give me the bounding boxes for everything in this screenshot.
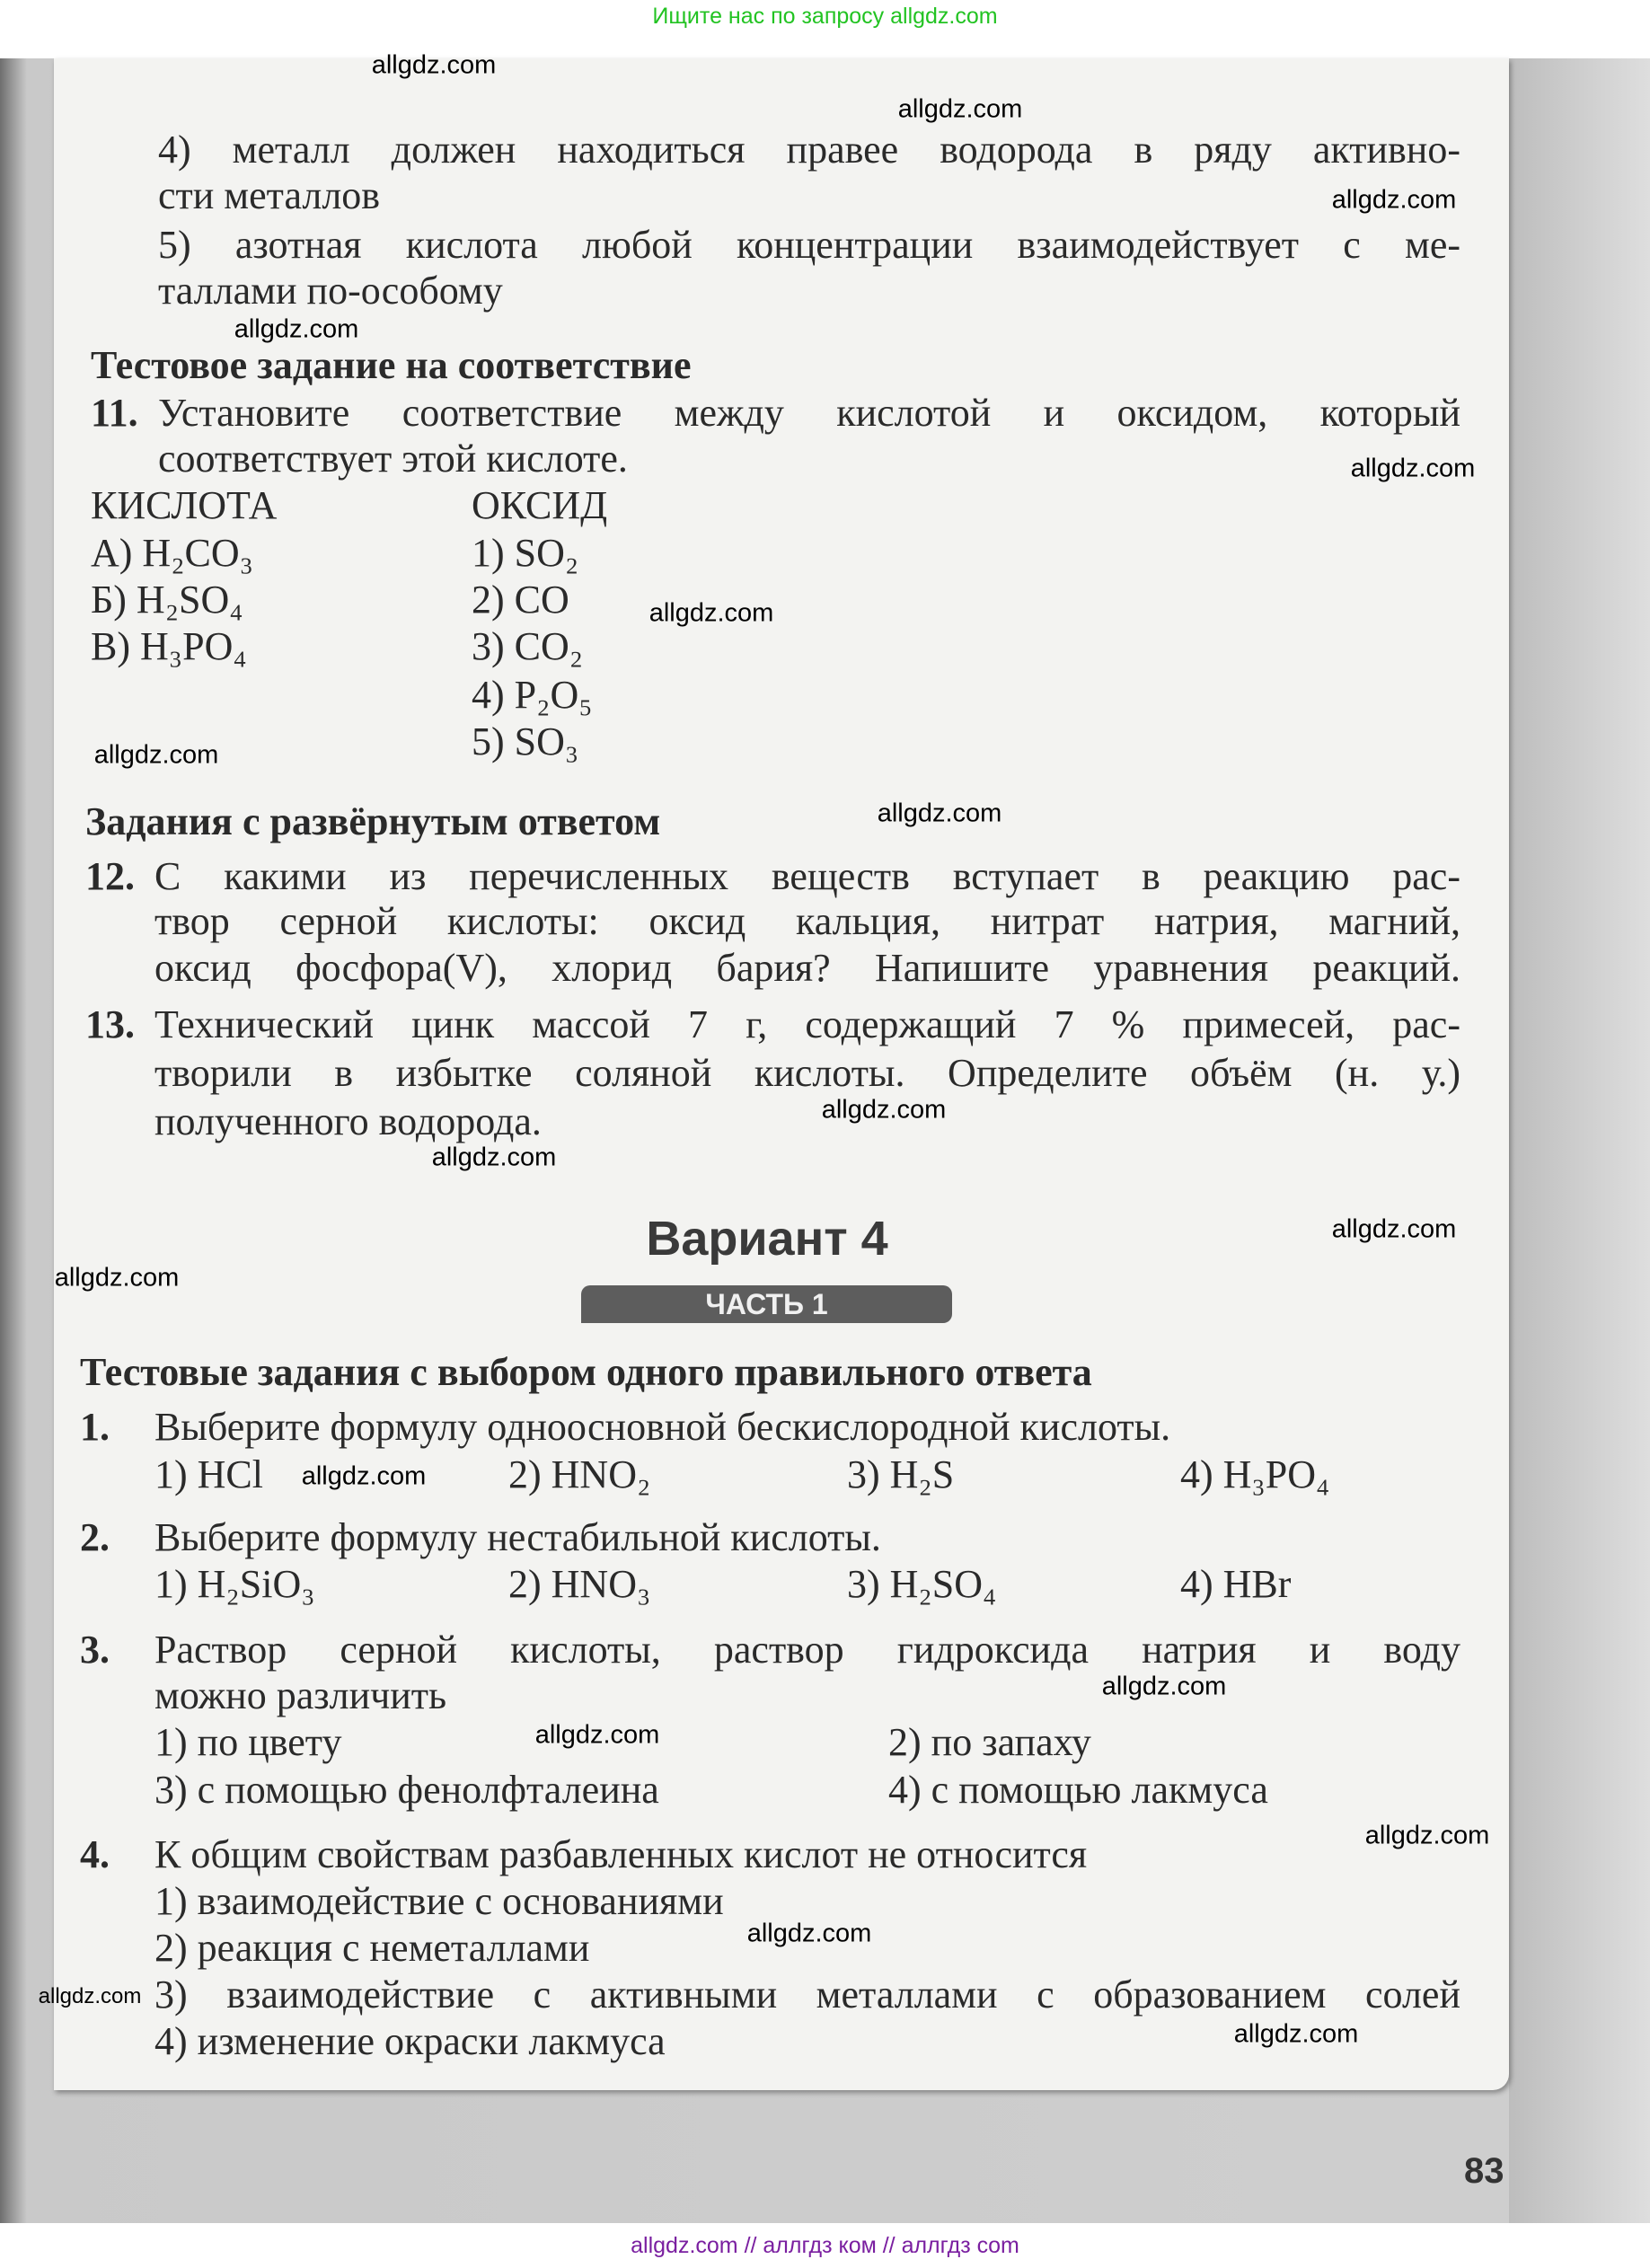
watermark: allgdz.com <box>234 314 359 344</box>
section-heading: Тестовое задание на соответствие <box>91 343 692 387</box>
oxide-item: 5) SO₃ <box>472 719 579 763</box>
watermark: allgdz.com <box>54 1263 180 1293</box>
answer-option: 3) взаимодействие с активными металлами с образованием солей <box>154 1972 1460 2016</box>
watermark: allgdz.com <box>877 799 1002 828</box>
watermark: allgdz.com <box>1331 185 1457 215</box>
question-text: соответствует этой кислоте. <box>158 437 628 481</box>
question-number: 4. <box>80 1832 110 1876</box>
section-heading: Задания с развёрнутым ответом <box>85 799 661 843</box>
search-banner[interactable]: Ищите нас по запросу allgdz.com <box>652 4 998 29</box>
question-text: оксид фосфора(V), хлорид бария? Напишите уравнения реакций. <box>154 946 1460 990</box>
variant-title: Вариант 4 <box>646 1212 888 1266</box>
watermark: allgdz.com <box>821 1095 947 1125</box>
watermark: allgdz.com <box>1233 2019 1359 2049</box>
question-text: Технический цинк массой 7 г, содержащий 7 % примесей, рас- <box>154 1002 1460 1046</box>
answer-option: 3) H₂S <box>847 1452 955 1496</box>
question-text: Установите соответствие между кислотой и оксидом, который <box>158 391 1460 435</box>
watermark: allgdz.com <box>649 598 774 628</box>
answer-option: 2) HNO₂ <box>508 1452 651 1496</box>
watermark: allgdz.com <box>93 740 219 770</box>
question-number: 11. <box>91 391 138 435</box>
text-line: сти металлов <box>158 173 381 217</box>
question-number: 13. <box>85 1002 135 1046</box>
watermark: allgdz.com <box>534 1720 660 1750</box>
answer-option: 2) HNO₃ <box>508 1562 651 1606</box>
answer-option: 1) HCl <box>154 1452 263 1496</box>
watermark: allgdz.com <box>1364 1821 1490 1850</box>
oxide-item: 4) P₂O₅ <box>472 673 593 717</box>
part-badge: ЧАСТЬ 1 <box>581 1285 952 1323</box>
question-text: можно различить <box>154 1673 447 1717</box>
watermark: allgdz.com <box>1331 1214 1457 1244</box>
question-text: К общим свойствам разбавленных кислот не относится <box>154 1832 1088 1876</box>
watermark: allgdz.com <box>38 1984 142 2008</box>
answer-option: 4) HBr <box>1180 1562 1292 1606</box>
answer-option: 3) с помощью фенолфталеина <box>154 1768 659 1812</box>
answer-option: 4) H₃PO₄ <box>1180 1452 1330 1496</box>
answer-option: 1) по цвету <box>154 1720 342 1764</box>
answer-option: 1) взаимодействие с основаниями <box>154 1879 724 1923</box>
question-number: 12. <box>85 854 135 898</box>
acid-item: Б) H₂SO₄ <box>91 578 243 622</box>
section-heading: Тестовые задания с выбором одного правильного ответа <box>80 1350 1092 1394</box>
facing-page-edge <box>1509 58 1650 2223</box>
question-text: Выберите формулу нестабильной кислоты. <box>154 1515 881 1559</box>
watermark: allgdz.com <box>1350 454 1476 483</box>
column-header-oxide: ОКСИД <box>472 483 608 527</box>
question-number: 1. <box>80 1405 110 1449</box>
page-number: 83 <box>1464 2151 1504 2191</box>
answer-option: 4) изменение окраски лакмуса <box>154 2019 666 2063</box>
watermark: allgdz.com <box>897 94 1023 124</box>
text-line: 4) металл должен находиться правее водорода в ряду активно- <box>158 128 1460 172</box>
question-text: твор серной кислоты: оксид кальция, нитрат натрия, магний, <box>154 899 1460 943</box>
text-line: таллами по-особому <box>158 269 503 313</box>
oxide-item: 2) CO <box>472 578 569 622</box>
question-text: полученного водорода. <box>154 1099 542 1143</box>
acid-item: В) H₃PO₄ <box>91 624 247 668</box>
answer-option: 3) H₂SO₄ <box>847 1562 997 1606</box>
question-number: 2. <box>80 1515 110 1559</box>
answer-option: 2) по запаху <box>888 1720 1091 1764</box>
watermark: allgdz.com <box>301 1461 427 1491</box>
oxide-item: 3) CO₂ <box>472 624 584 668</box>
text-line: 5) азотная кислота любой концентрации взаимодействует с ме- <box>158 223 1460 267</box>
watermark: allgdz.com <box>746 1919 872 1948</box>
acid-item: А) H₂CO₃ <box>91 531 254 575</box>
column-header-acid: КИСЛОТА <box>91 483 278 527</box>
watermark: allgdz.com <box>431 1143 557 1172</box>
watermark: allgdz.com <box>1101 1672 1227 1701</box>
answer-option: 2) реакция с неметаллами <box>154 1926 590 1970</box>
question-text: творили в избытке соляной кислоты. Определите объём (н. у.) <box>154 1051 1460 1095</box>
footer-links[interactable]: allgdz.com // аллгдз ком // аллгдз com <box>631 2233 1019 2258</box>
question-text: С какими из перечисленных веществ вступает в реакцию рас- <box>154 854 1460 898</box>
question-text: Выберите формулу одноосновной бескислородной кислоты. <box>154 1405 1171 1449</box>
watermark: allgdz.com <box>371 50 497 80</box>
question-number: 3. <box>80 1628 110 1672</box>
oxide-item: 1) SO₂ <box>472 531 579 575</box>
answer-option: 4) с помощью лакмуса <box>888 1768 1268 1812</box>
answer-option: 1) H₂SiO₃ <box>154 1562 315 1606</box>
question-text: Раствор серной кислоты, раствор гидроксида натрия и воду <box>154 1628 1460 1672</box>
